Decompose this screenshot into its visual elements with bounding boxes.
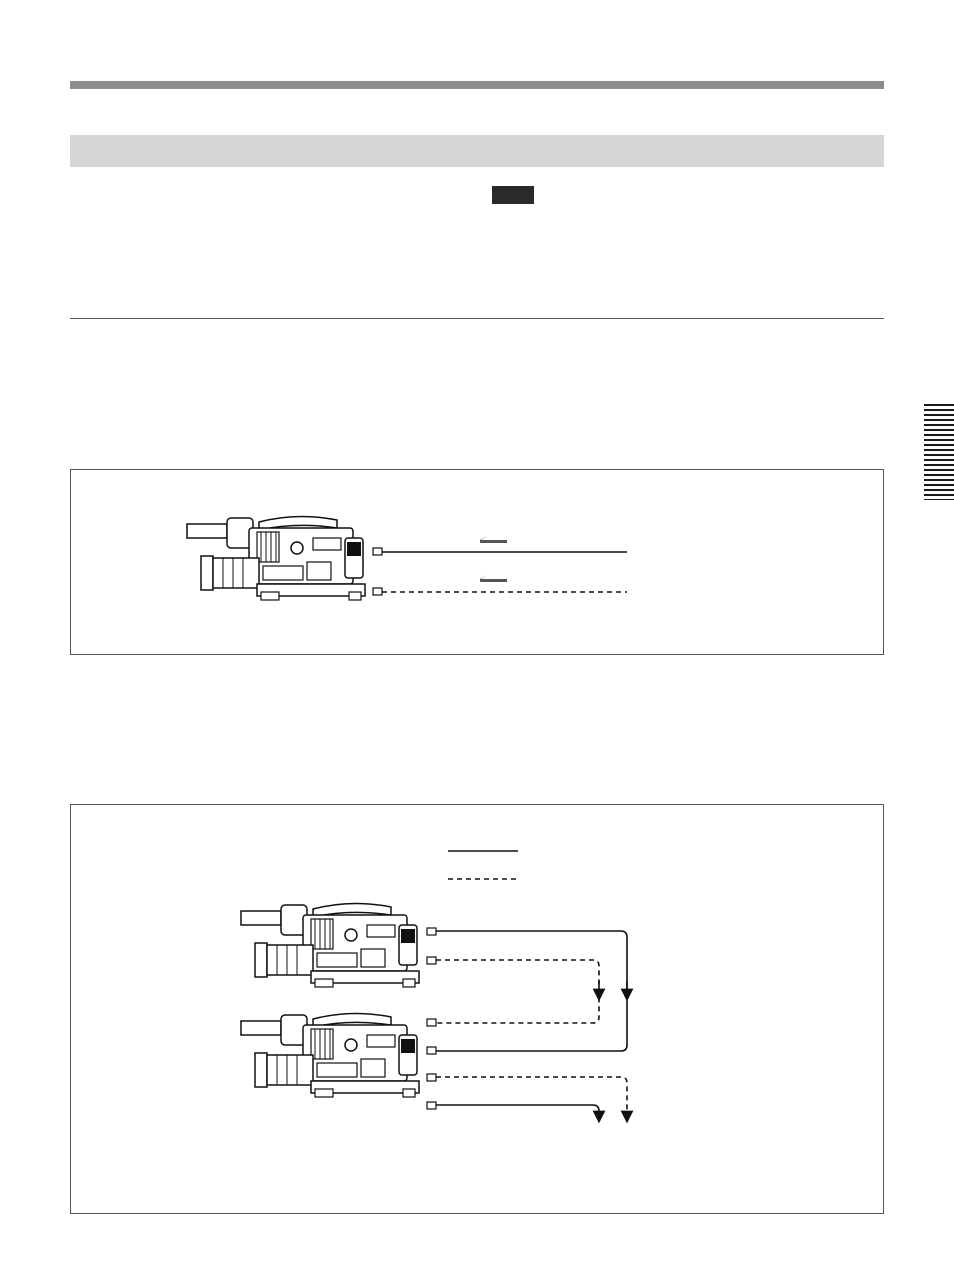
figure-daisy-chain-connection bbox=[70, 804, 884, 1214]
connector-icon bbox=[427, 928, 436, 935]
chapter-index-tab bbox=[924, 404, 954, 500]
figure-single-camcorder-connection bbox=[70, 469, 884, 655]
connector-icon bbox=[373, 588, 382, 595]
connector-icon bbox=[373, 548, 382, 555]
figure-2-diagram bbox=[71, 805, 883, 1213]
section-divider bbox=[70, 318, 884, 319]
section-heading-band bbox=[70, 135, 884, 167]
note-badge bbox=[492, 186, 534, 204]
connector-icon bbox=[427, 1019, 436, 1026]
dashed-loop-cable bbox=[436, 960, 599, 1023]
top-header-rule bbox=[70, 81, 884, 89]
solid-output-cable bbox=[436, 1105, 599, 1117]
connector-icon bbox=[427, 957, 436, 964]
connector-icon bbox=[427, 1074, 436, 1081]
figure-1-diagram bbox=[71, 470, 883, 654]
camcorder-icon bbox=[241, 903, 419, 987]
connector-icon bbox=[427, 1047, 436, 1054]
connector-icon bbox=[427, 1102, 436, 1109]
camcorder-icon bbox=[187, 516, 365, 600]
arrow-left-icon bbox=[480, 575, 507, 582]
arrow-left-icon bbox=[480, 536, 507, 543]
camcorder-icon bbox=[241, 1013, 419, 1097]
